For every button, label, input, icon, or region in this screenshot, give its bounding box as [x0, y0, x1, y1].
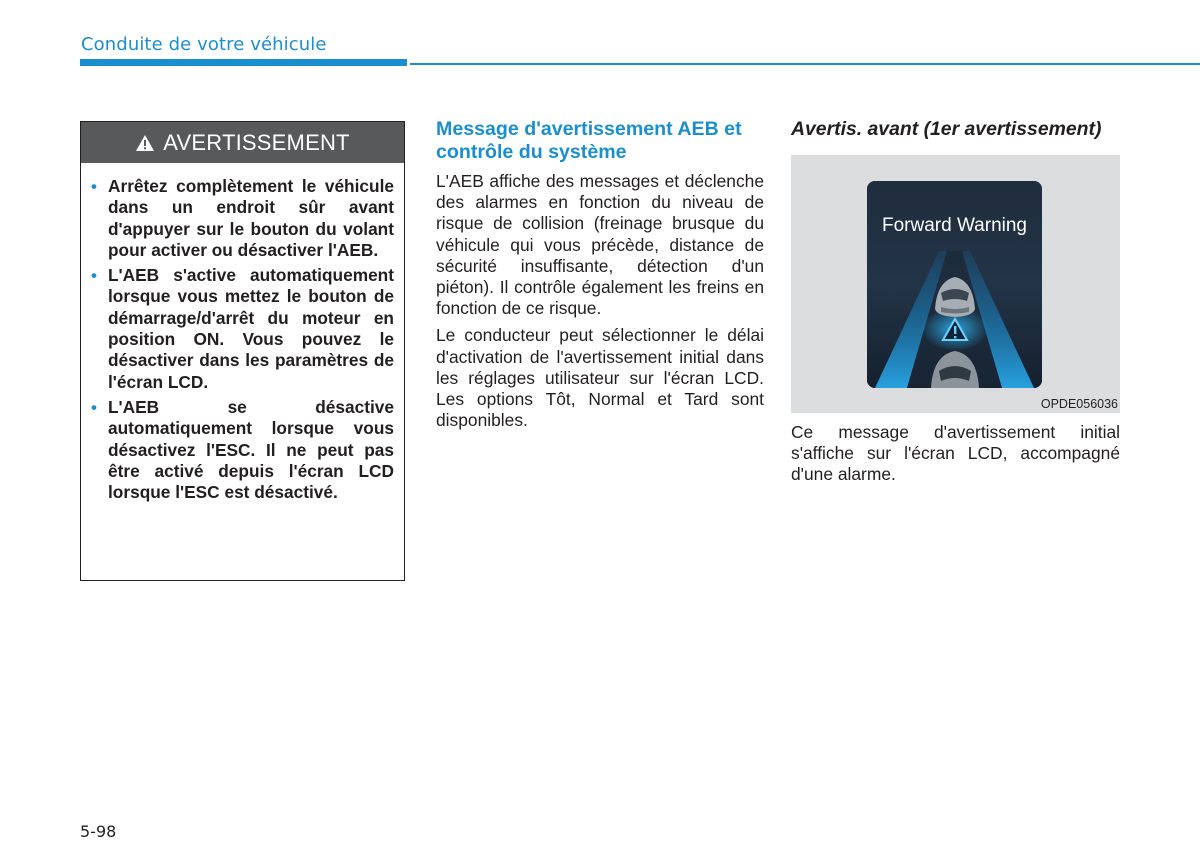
page-number: 5-98 [80, 822, 117, 841]
warning-title: AVERTISSEMENT [163, 129, 350, 155]
figure-caption: Ce message d'avertissement initial s'affiche sur l'écran LCD, accompagné d'une alarme. [791, 422, 1120, 485]
warning-box [80, 121, 405, 581]
header-rule-thick [80, 59, 407, 66]
warning-item [91, 265, 394, 393]
figure-code: OPDE056036 [1040, 397, 1118, 411]
warning-item-text: Arrêtez complètement le véhicule dans un endroit sûr avant d'appuyer sur le bouton du volant pour activer ou désactiver l'AEB. [108, 176, 394, 260]
body-paragraph: L'AEB affiche des messages et déclenche des alarmes en fonction du niveau de risque de collision (freinage brusque du véhicule qui vous précède, distance de sécurité insuffisante, détection d'un piéton). Il contrôle également les freins en fonction de ce risque. [436, 171, 764, 319]
warning-item [91, 397, 394, 503]
warning-item-text: L'AEB se désactive automatiquement lorsque vous désactivez l'ESC. Il ne peut pas être activé depuis l'écran LCD lorsque l'ESC est désactivé. [108, 396, 394, 503]
middle-column [436, 118, 764, 437]
header-rule-thin [410, 63, 1200, 65]
warning-list [81, 163, 404, 503]
bullet-icon: • [91, 266, 97, 286]
right-column [791, 118, 1120, 486]
warning-item [91, 176, 394, 261]
body-paragraph: Le conducteur peut sélectionner le délai d'activation de l'avertissement initial dans les réglages utilisateur sur l'écran LCD. Les options Tôt, Normal et Tard sont disponibles. [436, 325, 764, 431]
warning-item-text: L'AEB s'active automatiquement lorsque vous mettez le bouton de démarrage/d'arrêt du moteur en position ON. Vous pouvez le désactiver dans les paramètres de l'écran LCD. [108, 265, 394, 392]
sub-heading: Avertis. avant (1er avertissement) [791, 118, 1102, 140]
lcd-screen [867, 181, 1042, 388]
warning-header [81, 122, 404, 163]
lcd-screen-text: Forward Warning [881, 215, 1028, 236]
warning-triangle-icon [135, 134, 155, 152]
bullet-icon: • [91, 177, 97, 196]
section-heading: Message d'avertissement AEB et contrôle du système [436, 118, 742, 163]
bullet-icon: • [91, 397, 97, 417]
lcd-figure [791, 155, 1120, 413]
section-title: Conduite de votre véhicule [81, 34, 327, 55]
